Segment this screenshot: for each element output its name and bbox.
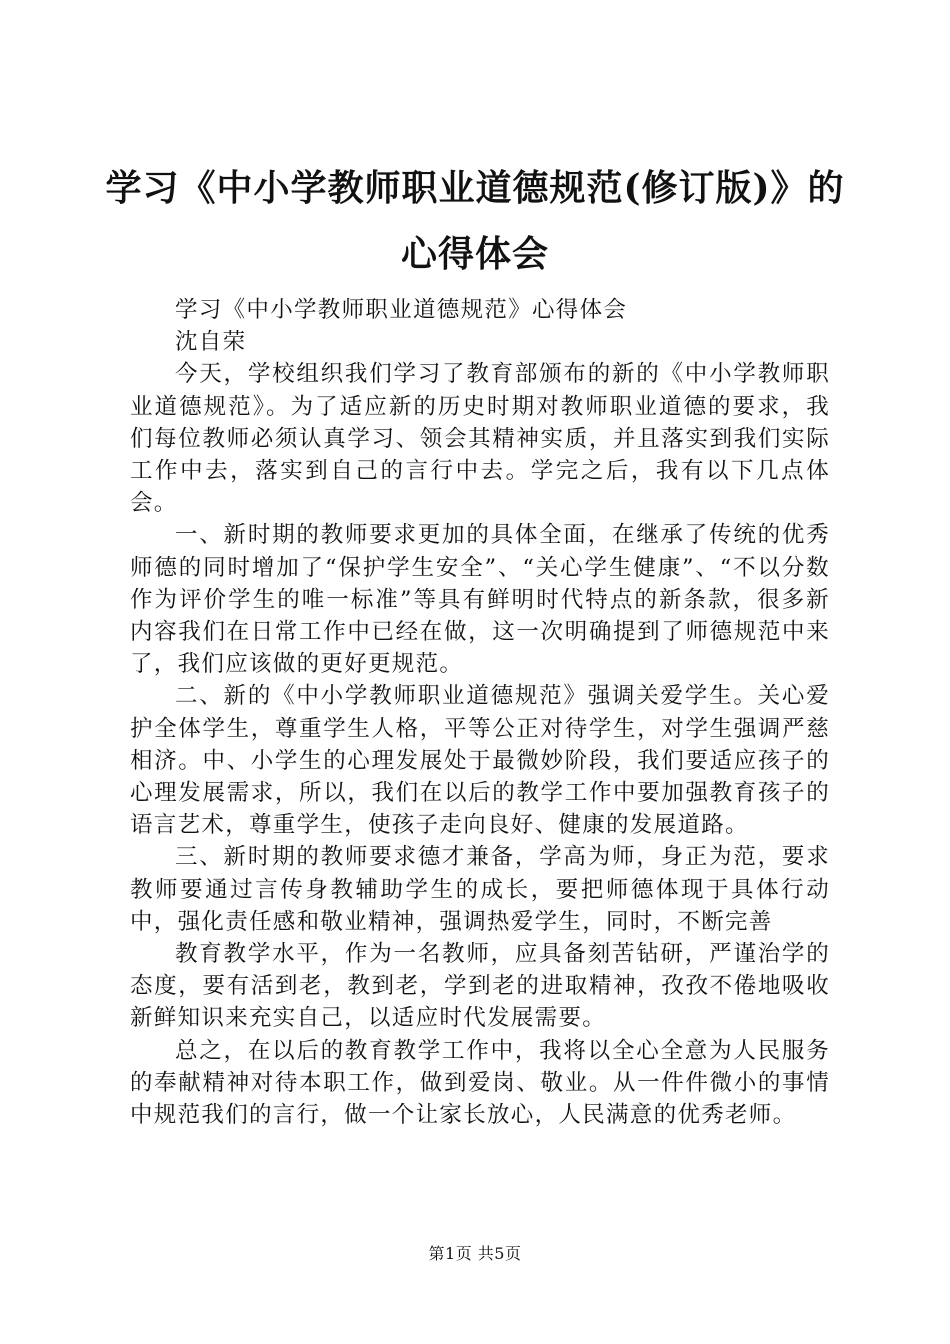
paragraph-conclusion: 总之，在以后的教育教学工作中，我将以全心全意为人民服务的奉献精神对待本职工作，做到爱岗、敬业。从一件件微小的事情中规范我们的言行，做一个让家长放心，人民满意的优秀老师。 (130, 1037, 830, 1129)
document-body (130, 294, 830, 1131)
page-number-footer: 第1页 共5页 (428, 1244, 522, 1263)
paragraph-point-3-continued: 教育教学水平，作为一名教师，应具备刻苦钻研，严谨治学的态度，要有活到老，教到老，学到老的进取精神，孜孜不倦地吸收新鲜知识来充实自己，以适应时代发展需要。 (130, 941, 830, 1032)
title-line-1: 学习《中小学教师职业道德规范(修订版)》的 (105, 167, 845, 209)
paragraph-point-2: 二、新的《中小学教师职业道德规范》强调关爱学生。关心爱护全体学生，尊重学生人格，平等公正对待学生，对学生强调严慈相济。中、小学生的心理发展处于最微妙阶段，我们要适应孩子的心理发展需求，所以，我们在以后的教学工作中要加强教育孩子的语言艺术，尊重学生，使孩子走向良好、健康的发展道路。 (130, 683, 830, 839)
subtitle: 学习《中小学教师职业道德规范》心得体会 (175, 297, 628, 323)
paragraph-point-1: 一、新时期的教师要求更加的具体全面，在继承了传统的优秀师德的同时增加了“保护学生安全”、“关心学生健康”、“不以分数作为评价学生的唯一标准”等具有鲜明时代特点的新条款，很多新内容我们在日常工作中已经在做，这一次明确提到了师德规范中来了，我们应该做的更好更规范。 (130, 522, 830, 678)
paragraph-intro: 今天，学校组织我们学习了教育部颁布的新的《中小学教师职业道德规范》。为了适应新的历史时期对教师职业道德的要求，我们每位教师必须认真学习、领会其精神实质，并且落实到我们实际工作中去，落实到自己的言行中去。学完之后，我有以下几点体会。 (130, 361, 830, 517)
document-title (100, 155, 850, 287)
paragraph-point-3: 三、新时期的教师要求德才兼备，学高为师，身正为范，要求教师要通过言传身教辅助学生的成长，要把师德体现于具体行动中，强化责任感和敬业精神，强调热爱学生，同时，不断完善 (130, 844, 830, 935)
author-name: 沈自荣 (175, 329, 247, 356)
title-line-2: 心得体会 (400, 233, 549, 275)
